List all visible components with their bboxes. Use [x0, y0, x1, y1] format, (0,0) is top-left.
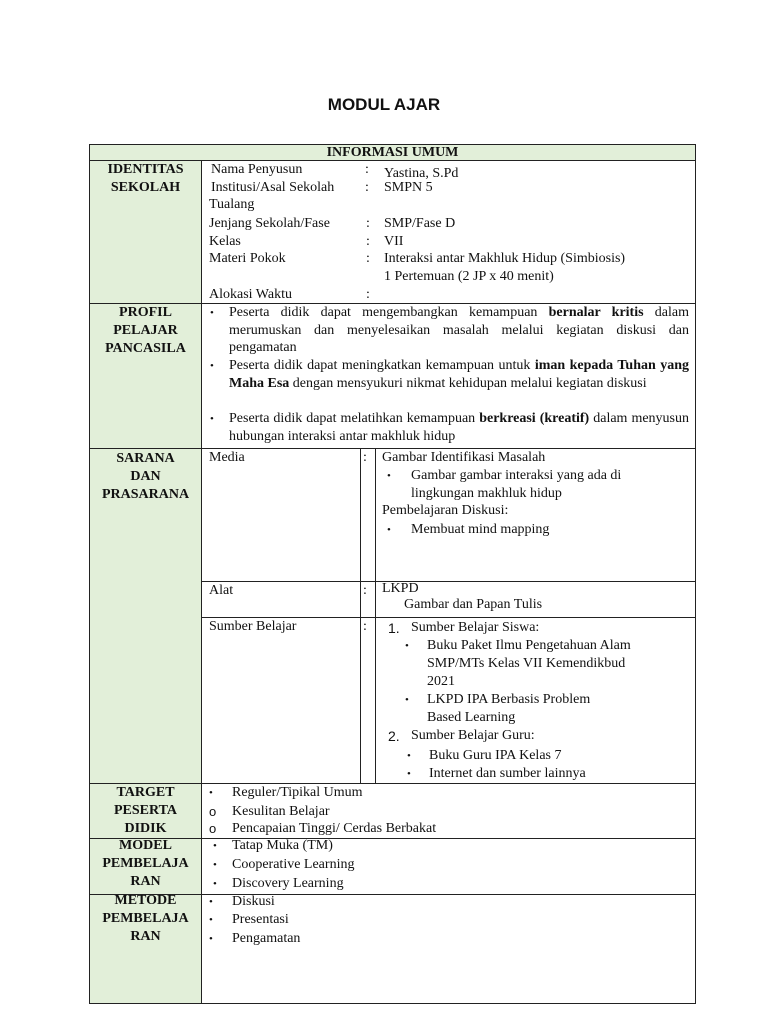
bullet: • — [213, 840, 217, 852]
sub-row-divider — [202, 581, 696, 582]
media-line2: Pembelajaran Diskusi: — [382, 503, 509, 518]
table-bottom — [89, 1003, 696, 1004]
target-item-1: Reguler/Tipikal Umum — [232, 785, 363, 800]
target-label-line3: DIDIK — [124, 821, 167, 836]
media-line1: Gambar Identifikasi Masalah — [382, 450, 546, 465]
profil-item-1: Peserta didik dapat mengembangkan kemampuan bernalar kritis dalam merumuskan dan menyelesaikan masalah melalui kegiatan diskusi dan pengamatan — [229, 305, 689, 355]
sarana-label-line3: PRASARANA — [101, 487, 190, 502]
bullet: • — [407, 750, 411, 762]
table-right-border — [695, 144, 696, 1004]
institusi-key-cont: Tualang — [209, 197, 255, 212]
jenjang-key: Jenjang Sekolah/Fase — [209, 216, 330, 231]
alokasi-value: 1 Pertemuan (2 JP x 40 menit) — [384, 269, 554, 284]
colon: : — [366, 251, 370, 266]
sarana-label-line1: SARANA — [116, 451, 175, 466]
bullet: • — [407, 768, 411, 780]
colon: : — [366, 287, 370, 302]
nama-penyusun-value: Yastina, S.Pd — [384, 166, 459, 181]
alat-key: Alat — [209, 583, 234, 598]
sumber-b1b: SMP/MTs Kelas VII Kemendikbud — [427, 656, 626, 671]
metode-label-line2: PEMBELAJA — [102, 911, 189, 926]
model-item-2: Cooperative Learning — [232, 857, 355, 872]
metode-item-1: Diskusi — [232, 894, 275, 909]
sumber-b1c: 2021 — [427, 674, 455, 689]
sumber-heading-1: Sumber Belajar Siswa: — [411, 620, 540, 635]
profil-item-2: Peserta didik dapat meningkatkan kemampuan untuk iman kepada Tuhan yang Maha Esa dengan mensyukuri nikmat kehidupan melalui kegiatan diskusi — [229, 358, 689, 391]
colon: : — [363, 583, 367, 598]
media-bullet1a: Gambar gambar interaksi yang ada di — [411, 468, 622, 483]
bullet: • — [213, 878, 217, 890]
sumber-number-1: 1. — [388, 620, 400, 636]
model-item-3: Discovery Learning — [232, 876, 344, 891]
sumber-b4: Internet dan sumber lainnya — [429, 766, 586, 781]
bullet: • — [387, 524, 391, 536]
model-label-line2: PEMBELAJA — [102, 856, 189, 871]
materi-value: Interaksi antar Makhluk Hidup (Simbiosis) — [384, 251, 626, 266]
bullet: • — [210, 360, 214, 372]
colon: : — [365, 162, 369, 177]
media-bullet2: Membuat mind mapping — [411, 522, 550, 537]
info-table — [89, 144, 696, 1004]
jenjang-value: SMP/Fase D — [384, 216, 456, 231]
sumber-b2b: Based Learning — [427, 710, 516, 725]
bullet: • — [209, 896, 213, 908]
identitas-label-line1: IDENTITAS — [107, 162, 184, 177]
metode-item-2: Presentasi — [232, 912, 289, 927]
alat-line1: LKPD — [382, 581, 419, 596]
metode-label-line3: RAN — [130, 929, 161, 944]
bullet: • — [387, 470, 391, 482]
bullet: • — [209, 787, 213, 799]
institusi-key: Institusi/Asal Sekolah — [211, 180, 335, 195]
bullet: • — [405, 694, 409, 706]
colon-column-left — [360, 448, 361, 783]
profil-label-line1: PROFIL — [119, 305, 172, 320]
media-bullet1b: lingkungan makhluk hidup — [411, 486, 562, 501]
kelas-value: VII — [384, 234, 404, 249]
colon: : — [363, 619, 367, 634]
target-item-3: Pencapaian Tinggi/ Cerdas Berbakat — [232, 821, 437, 836]
metode-label-line1: METODE — [114, 893, 177, 908]
sumber-number-2: 2. — [388, 728, 400, 744]
bullet: • — [210, 413, 214, 425]
institusi-value: SMPN 5 — [384, 180, 433, 195]
model-item-1: Tatap Muka (TM) — [232, 838, 333, 853]
sumber-heading-2: Sumber Belajar Guru: — [411, 728, 535, 743]
target-label-line1: TARGET — [116, 785, 175, 800]
identitas-label-line2: SEKOLAH — [110, 180, 181, 195]
nama-penyusun-key: Nama Penyusun — [211, 162, 303, 177]
colon: : — [366, 216, 370, 231]
sumber-b1a: Buku Paket Ilmu Pengetahuan Alam — [427, 638, 631, 653]
media-key: Media — [209, 450, 245, 465]
sumber-b3: Buku Guru IPA Kelas 7 — [429, 748, 562, 763]
target-item-2: Kesulitan Belajar — [232, 804, 330, 819]
o-marker: o — [209, 804, 217, 819]
kelas-key: Kelas — [209, 234, 241, 249]
model-label-line3: RAN — [130, 874, 161, 889]
metode-item-3: Pengamatan — [232, 931, 301, 946]
model-label-line1: MODEL — [119, 838, 172, 853]
document-title: MODUL AJAR — [327, 95, 441, 114]
bullet: • — [213, 859, 217, 871]
informasi-umum-header: INFORMASI UMUM — [89, 144, 696, 161]
target-label-line2: PESERTA — [113, 803, 178, 818]
profil-label-line3: PANCASILA — [105, 341, 186, 356]
colon-column-right — [375, 448, 376, 783]
colon: : — [363, 450, 367, 465]
alokasi-key: Alokasi Waktu — [209, 287, 292, 302]
o-marker: o — [209, 821, 217, 836]
sumber-key: Sumber Belajar — [209, 619, 297, 634]
colon: : — [366, 234, 370, 249]
alat-line2: Gambar dan Papan Tulis — [404, 597, 543, 612]
sumber-b2a: LKPD IPA Berbasis Problem — [427, 692, 591, 707]
bullet: • — [405, 640, 409, 652]
bullet: • — [209, 914, 213, 926]
sarana-label-line2: DAN — [130, 469, 161, 484]
profil-item-3: Peserta didik dapat melatihkan kemampuan berkreasi (kreatif) dalam menyusun hubungan interaksi antar makhluk hidup — [229, 411, 689, 444]
bullet: • — [209, 933, 213, 945]
materi-key: Materi Pokok — [209, 251, 286, 266]
colon: : — [365, 180, 369, 195]
bullet: • — [210, 307, 214, 319]
profil-label-line2: PELAJAR — [113, 323, 178, 338]
